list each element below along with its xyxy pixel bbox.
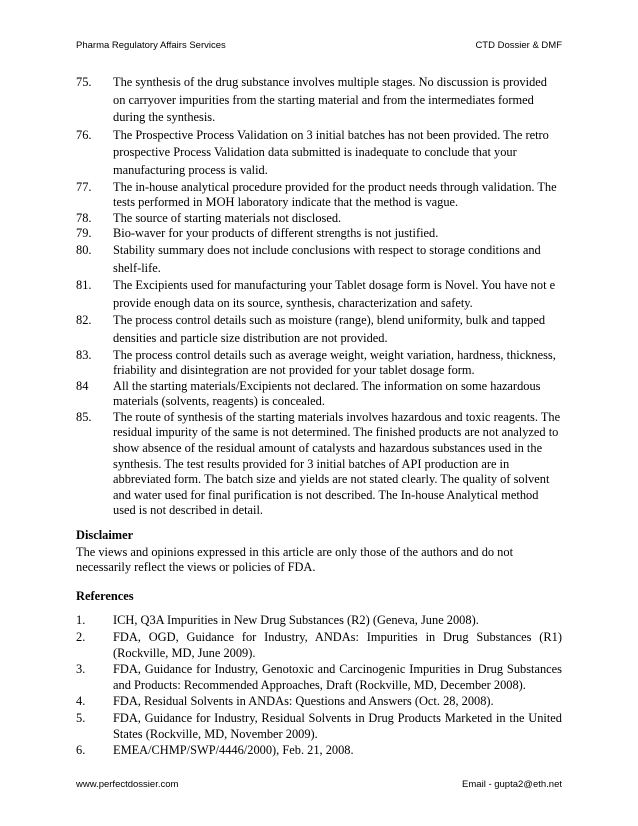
item-number: 82. (76, 313, 92, 328)
item-number: 76. (76, 127, 92, 142)
item-text: The in-house analytical procedure provided for the product needs through validation. The tests performed in MOH laboratory indicate that the method is vague. (113, 179, 557, 210)
reference-text: FDA, Residual Solvents in ANDAs: Questions and Answers (Oct. 28, 2008). (113, 694, 494, 709)
references-heading: References (76, 588, 134, 603)
list-item (76, 277, 562, 312)
disclaimer-text: The views and opinions expressed in this article are only those of the authors and do not necessarily reflect the views or policies of FDA. (76, 544, 514, 575)
reference-text: ICH, Q3A Impurities in New Drug Substances (R2) (Geneva, June 2008). (113, 613, 479, 628)
list-item (76, 226, 562, 242)
page-content (76, 74, 562, 760)
footer-website-link[interactable]: www.perfectdossier.com (76, 779, 179, 790)
item-text: The process control details such as average weight, weight variation, hardness, thickness, friability and disintegration are not provided for your tablet dosage form. (113, 347, 556, 378)
list-item (76, 242, 562, 277)
reference-number: 3. (76, 662, 86, 677)
item-number: 78. (76, 210, 92, 225)
reference-number: 1. (76, 613, 86, 628)
item-number: 83. (76, 347, 92, 362)
reference-item (76, 630, 562, 661)
footer-email-link[interactable]: Email - gupta2@eth.net (462, 779, 562, 790)
reference-text: EMEA/CHMP/SWP/4446/2000), Feb. 21, 2008. (113, 743, 354, 758)
reference-number: 5. (76, 710, 86, 725)
reference-item (76, 662, 562, 693)
list-item (76, 410, 562, 519)
item-number: 77. (76, 179, 92, 194)
item-text: All the starting materials/Excipients not declared. The information on some hazardous materials (solvents, reagents) is concealed. (113, 378, 541, 409)
disclaimer-heading: Disclaimer (76, 528, 134, 543)
reference-number: 6. (76, 743, 86, 758)
item-number: 75. (76, 75, 92, 89)
reference-item (76, 694, 562, 710)
item-number: 81. (76, 278, 92, 293)
header-left-text: Pharma Regulatory Affairs Services (76, 40, 226, 51)
item-text: The synthesis of the drug substance involves multiple stages. No discussion is provided on carryover impurities from the starting material and from the intermediates formed during the synthesis. (113, 75, 547, 125)
list-item (76, 379, 562, 410)
item-text: Stability summary does not include conclusions with respect to storage conditions and shelf-life. (113, 242, 541, 275)
findings-list (76, 74, 562, 519)
item-text: The source of starting materials not disclosed. (113, 210, 342, 225)
reference-item (76, 711, 562, 742)
reference-text: FDA, Guidance for Industry, Genotoxic and Carcinogenic Impurities in Drug Substances and Products: Recommended Approaches, Draft (Rockville, MD, December 2008). (113, 662, 562, 692)
item-text: Bio-waver for your products of different strengths is not justified. (113, 226, 439, 241)
list-item (76, 211, 562, 227)
item-text: The Excipients used for manufacturing your Tablet dosage form is Novel. You have not e provide enough data on its source, synthesis, characterization and safety. (113, 278, 556, 310)
list-item (76, 74, 562, 127)
reference-number: 4. (76, 694, 86, 709)
item-text: The Prospective Process Validation on 3 initial batches has not been provided. The retro prospective Process Validation data submitted is inadequate to conclude that your manufacturing process is valid. (113, 127, 549, 177)
reference-item (76, 613, 562, 629)
reference-number: 2. (76, 630, 86, 644)
header-right-text: CTD Dossier & DMF (475, 40, 562, 51)
item-number: 80. (76, 242, 92, 257)
list-item (76, 312, 562, 347)
reference-text: FDA, OGD, Guidance for Industry, ANDAs: Impurities in Drug Substances (R1) (Rockville, MD, June 2009). (113, 630, 562, 660)
reference-text: FDA, Guidance for Industry, Residual Solvents in Drug Products Marketed in the United States (Rockville, MD, November 2009). (113, 710, 562, 741)
item-number: 79. (76, 226, 92, 241)
list-item (76, 180, 562, 211)
references-list (76, 613, 562, 758)
reference-item (76, 743, 562, 759)
item-number: 85. (76, 409, 92, 424)
list-item (76, 127, 562, 180)
list-item (76, 348, 562, 379)
item-text: The route of synthesis of the starting materials involves hazardous and toxic reagents. The residual impurity of the same is not determined. The finished products are not analyzed to show absence of the residual amount of catalysts and hazardous substances used in the synthesis. The test results provided for 3 initial batches of API production are in abbreviated form. The batch size and yields are not stated clearly. The quality of solvent and water used for final purification is not described. The In-house Analytical method used is not described in detail. (113, 409, 561, 518)
item-text: The process control details such as moisture (range), blend uniformity, bulk and tapped densities and particle size distribution are not provided. (113, 313, 546, 345)
item-number: 84 (76, 378, 89, 393)
